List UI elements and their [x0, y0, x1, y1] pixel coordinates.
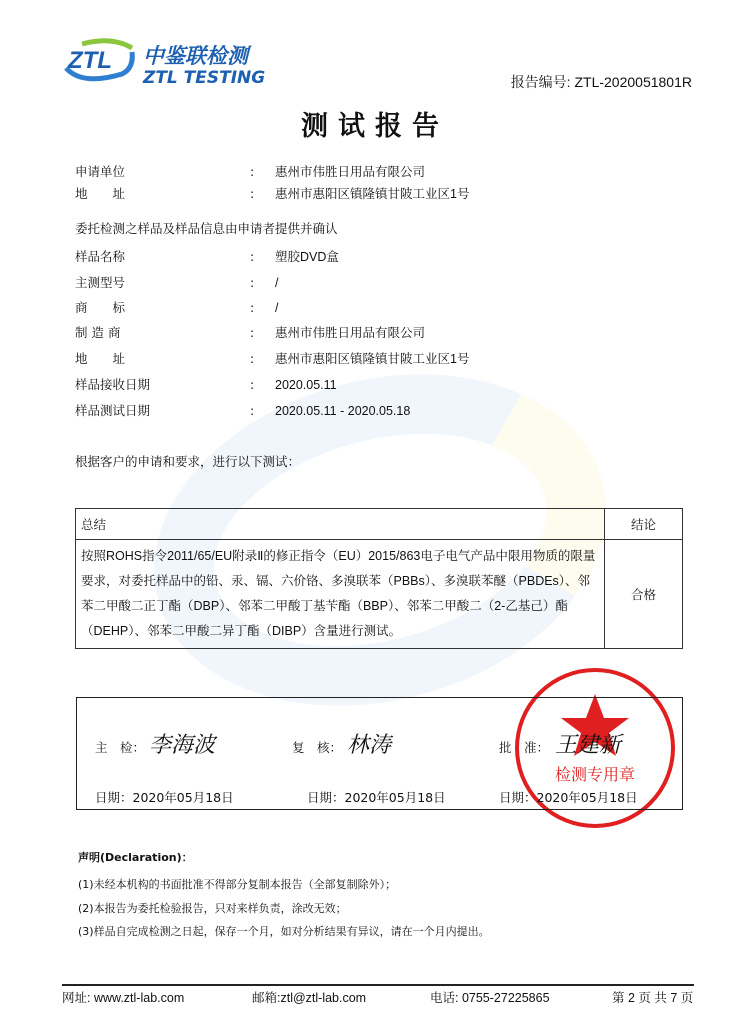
field-label: 制 造 商	[75, 325, 121, 340]
reviewer-signature: 林涛	[347, 733, 392, 758]
field-label: 样品名称	[75, 249, 126, 264]
field-value: 惠州市惠阳区镇隆镇甘陂工业区1号	[275, 187, 470, 201]
svg-text:ZTL: ZTL	[68, 47, 112, 74]
declaration-title: 声明(Declaration)：	[78, 851, 193, 864]
colon: :	[250, 351, 255, 366]
footer-divider	[62, 984, 694, 986]
colon: :	[250, 325, 255, 340]
summary-table	[75, 508, 683, 649]
ztl-logo-icon	[62, 38, 136, 82]
field-value: /	[275, 276, 279, 290]
field-value: 2020.05.11 - 2020.05.18	[275, 404, 411, 418]
svg-text:检测专用章: 检测专用章	[554, 765, 636, 784]
declaration-item: (3)样品自完成检测之日起，保存一个月，如对分析结果有异议，请在一个月内提出。	[78, 925, 490, 938]
field-value: 2020.05.11	[275, 378, 337, 392]
request-text: 根据客户的申请和要求，进行以下测试：	[75, 454, 301, 469]
reviewer-label: 复 核：	[292, 740, 343, 755]
page-title: 测试报告	[301, 111, 449, 142]
colon: :	[250, 300, 255, 315]
reviewer-date: 日期：2020年05月18日	[307, 790, 446, 805]
summary-text: 按照ROHS指令2011/65/EU附录Ⅱ的修正指令（EU）2015/863电子电气产品中限用物质的限量要求，对委托样品中的铅、汞、镉、六价铬、多溴联苯（PBBs）、多溴联苯醚（PBDEs）、邻苯二甲酸二正丁酯（DBP）、邻苯二甲酸丁基苄酯（BBP）、邻苯二甲酸二（2-乙基己）酯（DEHP）、邻苯二甲酸二异丁酯（DIBP）含量进行测试。	[76, 540, 605, 649]
header-conclusion: 结论	[605, 509, 683, 540]
report-number: 报告编号: ZTL-2020051801R	[510, 74, 692, 90]
header-summary: 总结	[76, 509, 605, 540]
footer-phone: 电话: 0755-27225865	[430, 991, 550, 1005]
inspector-date: 日期：2020年05月18日	[95, 790, 234, 805]
colon: :	[250, 164, 255, 179]
field-label: 样品接收日期	[75, 377, 151, 392]
colon: :	[250, 249, 255, 264]
brand-name-en: ZTL TESTING	[143, 68, 266, 88]
field-value: 惠州市伟胜日用品有限公司	[275, 326, 426, 340]
conclusion-value: 合格	[605, 540, 683, 649]
field-label: 申请单位	[75, 164, 126, 179]
brand-name-cn: 中鉴联检测	[143, 44, 248, 68]
footer-email: 邮箱:ztl@ztl-lab.com	[252, 991, 367, 1005]
colon: :	[250, 275, 255, 290]
colon: :	[250, 377, 255, 392]
field-label: 主测型号	[75, 275, 126, 290]
field-value: 塑胶DVD盒	[275, 250, 339, 264]
approver-signature: 王建新	[555, 733, 622, 758]
inspector-signature: 李海波	[149, 733, 216, 758]
field-value: /	[275, 301, 279, 315]
signature-box	[76, 697, 683, 810]
field-label: 商 标	[75, 300, 126, 315]
colon: :	[250, 186, 255, 201]
colon: :	[250, 403, 255, 418]
field-label: 地 址	[75, 351, 126, 366]
field-label: 样品测试日期	[75, 403, 151, 418]
sample-note: 委托检测之样品及样品信息由申请者提供并确认	[75, 221, 338, 236]
field-label: 地 址	[75, 186, 126, 201]
field-value: 惠州市伟胜日用品有限公司	[275, 165, 426, 179]
footer-page: 第 2 页 共 7 页	[612, 991, 694, 1005]
field-value: 惠州市惠阳区镇隆镇甘陂工业区1号	[275, 352, 470, 366]
declaration-item: (2)本报告为委托检验报告，只对来样负责，涂改无效；	[78, 902, 347, 915]
declaration-item: (1)未经本机构的书面批准不得部分复制本报告（全部复制除外）；	[78, 878, 397, 891]
approver-label: 批 准：	[499, 740, 550, 755]
inspector-label: 主 检：	[95, 740, 146, 755]
approver-date: 日期：2020年05月18日	[499, 790, 638, 805]
footer-website: 网址: www.ztl-lab.com	[62, 991, 185, 1005]
